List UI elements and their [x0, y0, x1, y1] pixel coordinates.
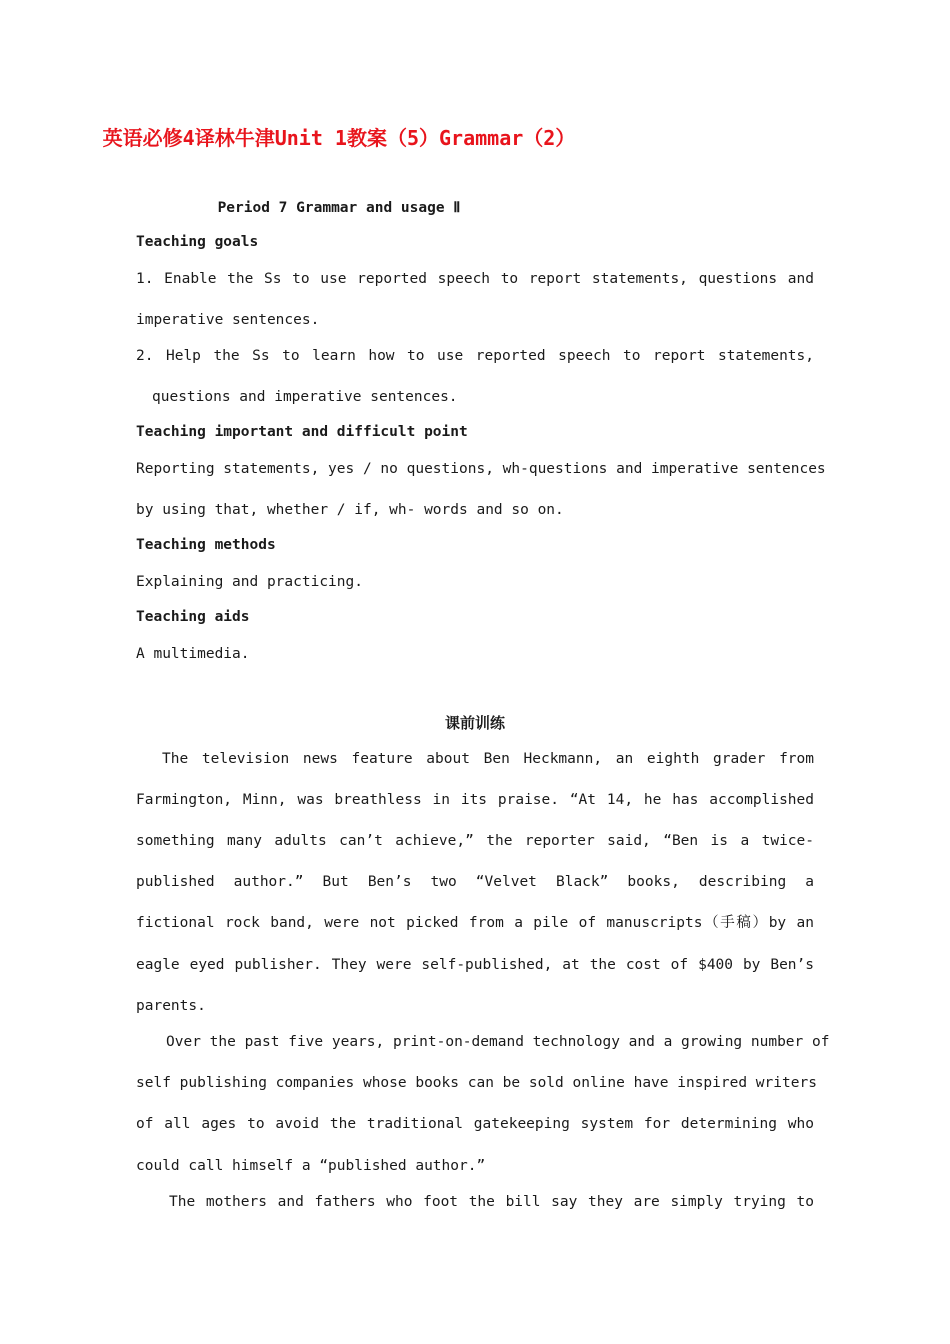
document-title: 英语必修4译林牛津Unit 1教案（5）Grammar（2）	[102, 126, 576, 150]
methods-line-1: Explaining and practicing.	[136, 574, 363, 590]
goal-line-2: imperative sentences.	[136, 312, 320, 328]
pre-class-heading: 课前训练	[444, 714, 505, 732]
period-subtitle: Period 7 Grammar and usage Ⅱ	[217, 200, 461, 216]
aids-line-1: A multimedia.	[136, 646, 250, 662]
passage-line: The mothers and fathers who foot the bill say they are simply trying to	[169, 1194, 814, 1210]
important-point-heading: Teaching important and difficult point	[136, 424, 468, 440]
passage-line: fictional rock band, were not picked from a pile of manuscripts（手稿）by an	[136, 915, 814, 931]
passage-line: of all ages to avoid the traditional gatekeeping system for determining who	[136, 1116, 814, 1132]
teaching-aids-heading: Teaching aids	[136, 609, 250, 625]
passage-line: something many adults can’t achieve,” the reporter said, “Ben is a twice-	[136, 833, 814, 849]
goal-line-3: 2. Help the Ss to learn how to use reported speech to report statements,	[136, 348, 814, 364]
important-line-1: Reporting statements, yes / no questions, wh-questions and imperative sentences	[136, 461, 826, 477]
passage-line: published author.” But Ben’s two “Velvet Black” books, describing a	[136, 874, 814, 890]
goal-line-4: questions and imperative sentences.	[152, 389, 458, 405]
teaching-goals-heading: Teaching goals	[136, 234, 259, 250]
document-body	[136, 0, 830, 1344]
passage-line: self publishing companies whose books can be sold online have inspired writers	[136, 1075, 817, 1091]
important-line-2: by using that, whether / if, wh- words and so on.	[136, 502, 564, 518]
passage-line: parents.	[136, 998, 206, 1014]
passage-line: The television news feature about Ben Heckmann, an eighth grader from	[162, 751, 814, 767]
passage-line: Over the past five years, print-on-demand technology and a growing number of	[166, 1034, 830, 1050]
passage-line: Farmington, Minn, was breathless in its praise. “At 14, he has accomplished	[136, 792, 814, 808]
goal-line-1: 1. Enable the Ss to use reported speech to report statements, questions and	[136, 271, 814, 287]
passage-line: eagle eyed publisher. They were self-published, at the cost of $400 by Ben’s	[136, 957, 814, 973]
passage-line: could call himself a “published author.”	[136, 1158, 486, 1174]
teaching-methods-heading: Teaching methods	[136, 537, 276, 553]
